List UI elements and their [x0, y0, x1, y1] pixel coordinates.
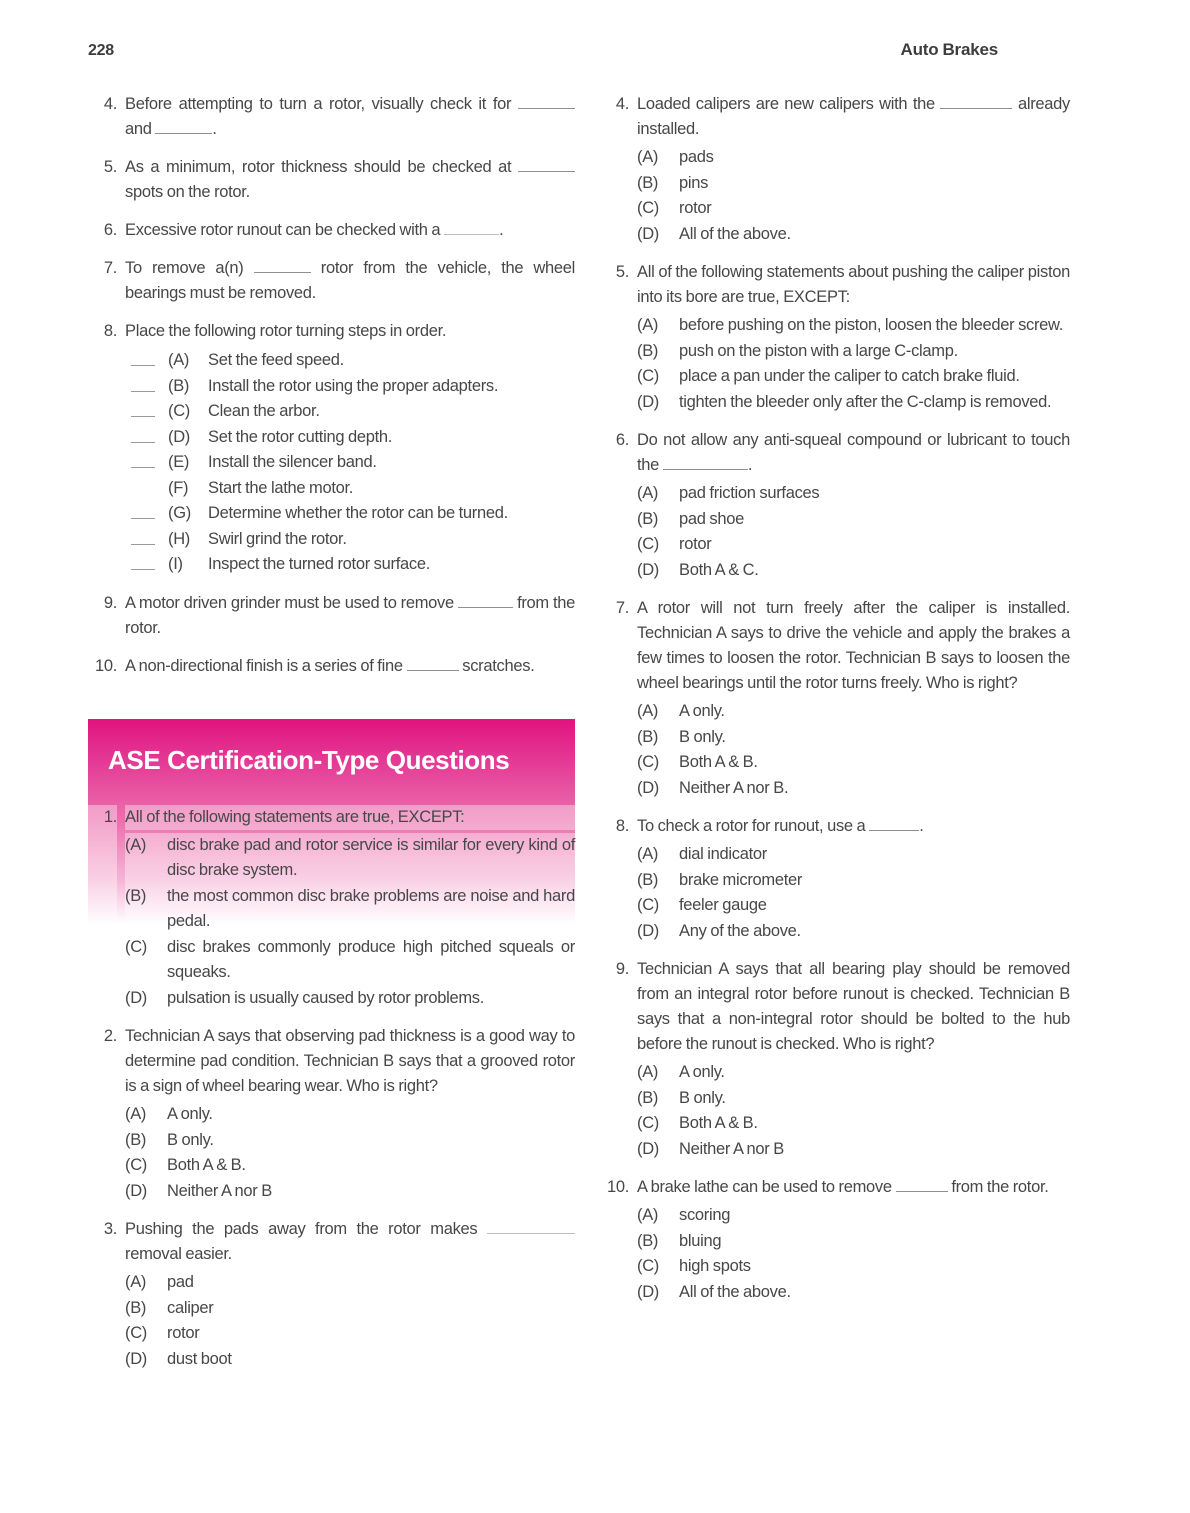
option-text: the most common disc brake problems are noise and hard pedal.: [167, 884, 575, 935]
question-number: 6.: [103, 221, 117, 239]
fill-in-blank: [869, 817, 919, 831]
question-body: [125, 805, 575, 1012]
option-text: Swirl grind the rotor.: [208, 529, 347, 548]
option-text: dial indicator: [679, 845, 767, 863]
option-text: push on the piston with a large C-clamp.: [679, 341, 958, 360]
fill-in-blank: [458, 594, 513, 608]
option-text: All of the above.: [679, 1282, 791, 1301]
question: [88, 256, 575, 306]
answer-option: [125, 1321, 575, 1347]
answer-options: [637, 842, 1070, 944]
ordering-step: [131, 552, 575, 578]
answer-option: [125, 1270, 575, 1296]
answer-option: [637, 750, 1070, 776]
fill-in-blank: [254, 259, 311, 273]
option-letter: (C): [125, 1156, 148, 1174]
question-number: 7.: [615, 599, 629, 617]
answer-option: [637, 868, 1070, 894]
question-text: A motor driven grinder must be used to remove from the rotor.: [125, 593, 576, 637]
question-number: 4.: [615, 95, 629, 113]
option-text: Install the silencer band.: [208, 453, 377, 471]
option-text: disc brake pad and rotor service is similar for every kind of disc brake system.: [167, 833, 575, 884]
option-letter: (B): [637, 1088, 659, 1107]
question-text: Excessive rotor runout can be checked with a .: [125, 221, 504, 239]
question-body: [637, 92, 1070, 247]
answer-option: [637, 1203, 1070, 1229]
option-text: pulsation is usually caused by rotor problems.: [167, 986, 575, 1012]
option-text: Set the rotor cutting depth.: [208, 427, 393, 446]
question-text: Place the following rotor turning steps in order.: [125, 322, 447, 340]
option-text: Both A & C.: [679, 560, 759, 579]
answer-option: [637, 481, 1070, 507]
question-text: A non-directional finish is a series of fine scratches.: [125, 656, 535, 675]
answer-options: [125, 1270, 575, 1372]
question-text: Pushing the pads away from the rotor makes removal easier.: [125, 1217, 575, 1267]
option-letter: (D): [125, 986, 167, 1012]
question: [88, 218, 575, 243]
question: [600, 957, 1070, 1162]
answer-blank-line: [131, 374, 155, 392]
option-letter: (B): [637, 341, 659, 360]
option-text: pad: [167, 1273, 194, 1291]
ase-section: [88, 719, 575, 1373]
option-text: pad shoe: [679, 509, 744, 528]
fill-in-blank: [896, 1178, 948, 1192]
option-letter: (D): [637, 392, 660, 411]
ase-questions-right-list: [600, 92, 1070, 1305]
fill-in-blank: [407, 657, 459, 671]
option-letter: (A): [168, 351, 190, 369]
answer-option: [637, 1086, 1070, 1112]
fill-in-blank: [518, 95, 575, 109]
option-text: Clean the arbor.: [208, 402, 320, 420]
ordering-step: [131, 501, 575, 527]
option-letter: (C): [637, 1257, 660, 1275]
answer-option: [637, 919, 1070, 945]
option-letter: (B): [125, 1130, 147, 1149]
option-text: Set the feed speed.: [208, 351, 344, 369]
question-body: [125, 591, 575, 641]
question-text: Do not allow any anti-squeal compound or lubricant to touch the .: [637, 431, 1070, 474]
option-letter: (A): [637, 1063, 659, 1081]
option-text: Neither A nor B.: [679, 778, 789, 797]
option-letter: (B): [168, 376, 190, 395]
question-body: [637, 1175, 1070, 1305]
option-letter: (D): [168, 427, 191, 446]
answer-option: [637, 842, 1070, 868]
answer-option: [125, 1102, 575, 1128]
answer-option: [125, 1128, 575, 1154]
question-text: A rotor will not turn freely after the caliper is installed. Technician A says to drive the vehicle and apply the brakes a few times to loosen the rotor. Technician B says to loosen the wheel bearings until the rotor turns freely. Who is right?: [637, 599, 1070, 692]
answer-options: [637, 1203, 1070, 1305]
question: [600, 1175, 1070, 1305]
answer-option: [637, 390, 1070, 416]
option-letter: (B): [125, 884, 167, 935]
answer-option: [637, 558, 1070, 584]
option-text: pads: [679, 148, 714, 166]
answer-blank-line: [131, 348, 155, 366]
question-body: [125, 92, 575, 142]
question-body: [637, 596, 1070, 801]
option-letter: (C): [637, 199, 660, 217]
option-letter: (C): [125, 935, 167, 986]
answer-option: [125, 884, 575, 935]
question-body: [125, 1024, 575, 1204]
option-text: rotor: [167, 1324, 200, 1342]
answer-blank-line: [131, 552, 155, 570]
option-text: bluing: [679, 1231, 722, 1250]
ase-questions-left-list: [88, 779, 575, 1373]
option-letter: (A): [637, 1206, 659, 1224]
question-number: 4.: [103, 95, 117, 113]
answer-blank-line: [131, 399, 155, 417]
option-text: tighten the bleeder only after the C-clamp is removed.: [679, 392, 1052, 411]
option-text: Determine whether the rotor can be turned.: [208, 504, 508, 522]
option-letter: (G): [168, 504, 191, 522]
question-number: 2.: [103, 1027, 117, 1045]
ordering-step: [131, 425, 575, 451]
option-letter: (A): [125, 833, 167, 884]
option-text: Neither A nor B: [679, 1139, 784, 1158]
answer-options: [125, 1102, 575, 1204]
question-number: 1.: [88, 805, 117, 1012]
ordering-steps: [131, 348, 575, 578]
question-number: 10.: [606, 1178, 629, 1196]
question: [88, 155, 575, 205]
answer-option: [637, 725, 1070, 751]
question-body: [637, 814, 1070, 944]
question: [600, 428, 1070, 583]
question-text: All of the following statements about pushing the caliper piston into its bore are true, EXCEPT:: [637, 263, 1070, 306]
option-letter: (A): [125, 1273, 147, 1291]
option-text: brake micrometer: [679, 870, 803, 889]
answer-options: [637, 1060, 1070, 1162]
ordering-step: [131, 476, 575, 502]
question: [88, 319, 575, 578]
answer-option: [637, 1254, 1070, 1280]
option-letter: (A): [637, 148, 659, 166]
option-letter: (C): [637, 1114, 660, 1132]
answer-option: [637, 196, 1070, 222]
running-header: Auto Brakes: [900, 40, 998, 59]
option-letter: (C): [637, 896, 660, 914]
option-text: B only.: [167, 1130, 214, 1149]
ordering-step: [131, 399, 575, 425]
answer-option: [125, 1153, 575, 1179]
question: [88, 1217, 575, 1372]
option-text: B only.: [679, 1088, 726, 1107]
option-letter: (C): [168, 402, 191, 420]
ase-banner-title: ASE Certification-Type Questions: [108, 744, 510, 775]
question-text: Technician A says that all bearing play should be removed from an integral rotor before runout is checked. Technician B says that a non-integral rotor should be bolted to the hub before the runout is checked. Who is right?: [637, 960, 1070, 1053]
option-letter: (A): [125, 1105, 147, 1123]
question-number: 7.: [103, 259, 117, 277]
option-letter: (D): [637, 224, 660, 243]
option-letter: (E): [168, 453, 190, 471]
option-text: feeler gauge: [679, 896, 767, 914]
question-text: As a minimum, rotor thickness should be checked at spots on the rotor.: [125, 155, 575, 205]
answer-option: [637, 893, 1070, 919]
answer-blank-line: [131, 476, 155, 493]
option-text: caliper: [167, 1298, 214, 1317]
option-text: pins: [679, 173, 709, 192]
option-text: Any of the above.: [679, 921, 801, 940]
answer-option: [125, 1347, 575, 1373]
answer-blank-line: [131, 425, 155, 443]
option-letter: (B): [637, 1231, 659, 1250]
answer-option: [637, 1280, 1070, 1306]
answer-option: [125, 986, 575, 1012]
option-letter: (C): [637, 753, 660, 771]
answer-option: [125, 1179, 575, 1205]
option-text: Start the lathe motor.: [208, 478, 354, 497]
answer-option: [637, 222, 1070, 248]
option-text: dust boot: [167, 1349, 232, 1368]
question: [600, 814, 1070, 944]
option-letter: (D): [637, 560, 660, 579]
answer-options: [125, 833, 575, 1012]
option-letter: (A): [637, 702, 659, 720]
question-text: A brake lathe can be used to remove from the rotor.: [637, 1178, 1049, 1196]
answer-option: [637, 171, 1070, 197]
option-text: A only.: [679, 1063, 725, 1081]
question-number: 5.: [103, 158, 117, 176]
option-text: A only.: [679, 702, 725, 720]
answer-option: [637, 1137, 1070, 1163]
option-letter: (C): [637, 535, 660, 553]
question-body: [637, 260, 1070, 415]
ase-section-banner: [88, 719, 575, 779]
option-letter: (B): [637, 509, 659, 528]
option-letter: (D): [125, 1349, 148, 1368]
answer-option: [637, 339, 1070, 365]
option-text: scoring: [679, 1206, 731, 1224]
option-text: A only.: [167, 1105, 213, 1123]
answer-option: [637, 145, 1070, 171]
option-letter: (B): [125, 1298, 147, 1317]
question-number: 5.: [615, 263, 629, 281]
option-text: place a pan under the caliper to catch brake fluid.: [679, 367, 1020, 385]
option-text: disc brakes commonly produce high pitched squeals or squeaks.: [167, 935, 575, 986]
option-text: Both A & B.: [679, 1114, 758, 1132]
option-text: Neither A nor B: [167, 1181, 272, 1200]
option-text: Inspect the turned rotor surface.: [208, 555, 430, 573]
question-body: [125, 1217, 575, 1372]
answer-blank-line: [131, 501, 155, 519]
question-number: 6.: [615, 431, 629, 449]
question-body: [125, 319, 575, 578]
option-letter: (A): [637, 845, 659, 863]
option-letter: (D): [125, 1181, 148, 1200]
question-text: Loaded calipers are new calipers with the already installed.: [637, 95, 1070, 138]
answer-options: [637, 145, 1070, 247]
option-letter: (B): [637, 173, 659, 192]
option-letter: (B): [637, 727, 659, 746]
answer-option: [637, 313, 1070, 339]
review-questions-list: [88, 92, 575, 679]
fill-in-blank: [940, 95, 1012, 109]
question-body: [125, 155, 575, 205]
answer-options: [637, 699, 1070, 801]
question: [600, 260, 1070, 415]
answer-option: [637, 1229, 1070, 1255]
option-letter: (D): [637, 921, 660, 940]
question-text: Technician A says that observing pad thickness is a good way to determine pad condition. Technician B says that a grooved rotor is a sign of wheel bearing wear. Who is right?: [125, 1027, 575, 1095]
option-letter: (D): [637, 1139, 660, 1158]
answer-options: [637, 481, 1070, 583]
question-number: 9.: [103, 593, 117, 612]
answer-option: [637, 1060, 1070, 1086]
option-letter: (D): [637, 1282, 660, 1301]
option-letter: (B): [637, 870, 659, 889]
option-letter: (C): [125, 1324, 148, 1342]
option-letter: (C): [637, 367, 660, 385]
option-letter: (A): [637, 316, 659, 334]
question-body: [637, 428, 1070, 583]
fill-in-blank: [663, 456, 748, 470]
option-text: Both A & B.: [679, 753, 758, 771]
answer-option: [637, 507, 1070, 533]
option-letter: (D): [637, 778, 660, 797]
question-body: [125, 256, 575, 306]
question: [88, 92, 575, 142]
answer-blank-line: [131, 527, 155, 545]
option-text: rotor: [679, 199, 712, 217]
question-text: To remove a(n) rotor from the vehicle, the wheel bearings must be removed.: [125, 259, 575, 302]
option-text: B only.: [679, 727, 726, 746]
right-column: [600, 92, 1070, 1385]
answer-option: [637, 364, 1070, 390]
option-text: before pushing on the piston, loosen the bleeder screw.: [679, 316, 1064, 334]
page-number: 228: [88, 42, 114, 59]
question-text: All of the following statements are true, EXCEPT:: [125, 805, 575, 830]
answer-option: [125, 833, 575, 884]
option-text: pad friction surfaces: [679, 484, 820, 502]
answer-option: [637, 776, 1070, 802]
question: [88, 805, 575, 1012]
fill-in-blank: [155, 120, 212, 134]
question-body: [637, 957, 1070, 1162]
fill-in-blank: [487, 1220, 575, 1234]
option-text: Both A & B.: [167, 1156, 246, 1174]
option-letter: (H): [168, 529, 191, 548]
question-text: Before attempting to turn a rotor, visually check it for and .: [125, 92, 575, 142]
option-text: high spots: [679, 1257, 751, 1275]
question: [88, 1024, 575, 1204]
question-text: To check a rotor for runout, use a .: [637, 817, 924, 835]
option-text: Install the rotor using the proper adapters.: [208, 376, 499, 395]
question-number: 8.: [615, 817, 629, 835]
question: [88, 654, 575, 679]
ordering-step: [131, 450, 575, 476]
answer-option: [637, 1111, 1070, 1137]
ordering-step: [131, 527, 575, 553]
answer-option: [637, 532, 1070, 558]
question: [88, 591, 575, 641]
question-number: 10.: [94, 656, 117, 675]
question: [600, 92, 1070, 247]
option-letter: (I): [168, 555, 183, 573]
question: [600, 596, 1070, 801]
ordering-step: [131, 348, 575, 374]
answer-option: [125, 935, 575, 986]
option-letter: (A): [637, 484, 659, 502]
answer-option: [637, 699, 1070, 725]
answer-option: [125, 1296, 575, 1322]
question-number: 3.: [103, 1220, 117, 1238]
left-column: [88, 92, 575, 1385]
answer-options: [637, 313, 1070, 415]
question-body: [125, 218, 575, 243]
fill-in-blank: [518, 158, 575, 172]
option-text: rotor: [679, 535, 712, 553]
page-header: [0, 0, 1190, 60]
option-text: All of the above.: [679, 224, 791, 243]
answer-blank-line: [131, 450, 155, 468]
page-body: [0, 92, 1190, 1385]
question-body: [125, 654, 575, 679]
ordering-step: [131, 374, 575, 400]
option-letter: (F): [168, 478, 189, 497]
question-number: 8.: [103, 322, 117, 340]
fill-in-blank: [444, 221, 499, 235]
question-number: 9.: [615, 960, 629, 978]
